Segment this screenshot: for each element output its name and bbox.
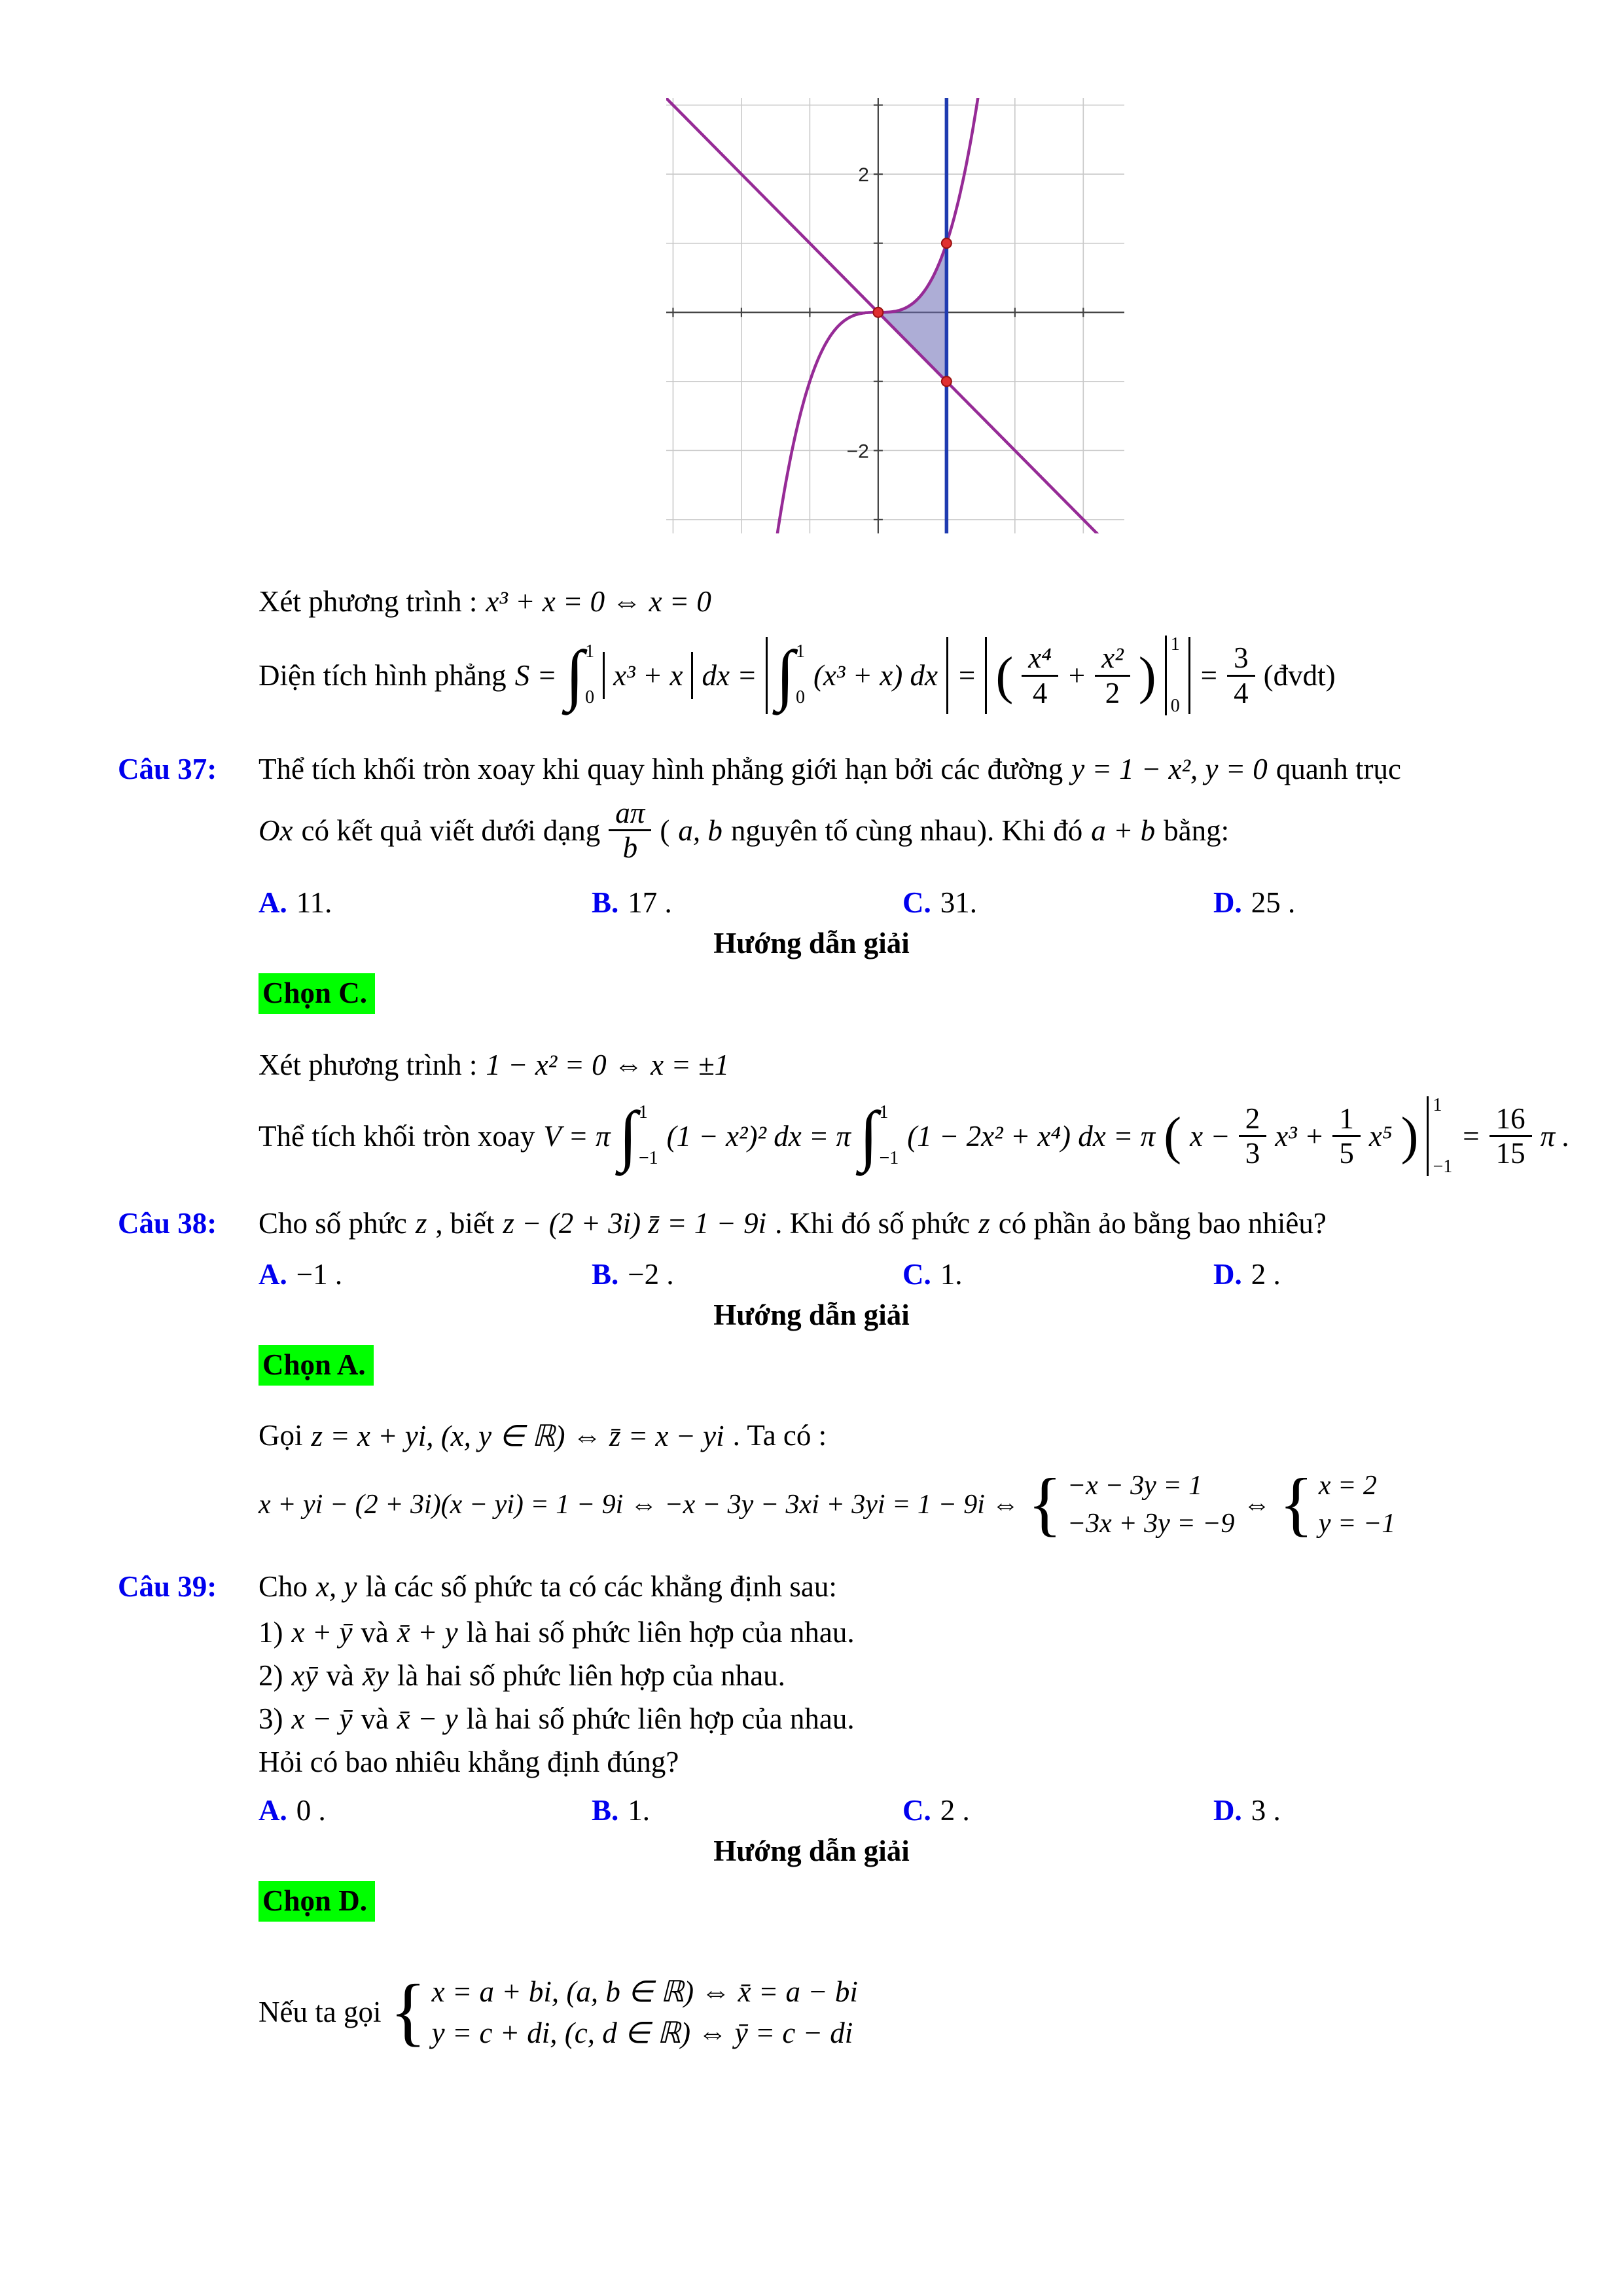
answer-text: 17 . [628,886,672,919]
answer-text: 0 . [296,1793,326,1827]
system-equation: x = 2 [1318,1470,1377,1501]
answer-letter: A. [259,1257,287,1291]
fraction [1227,641,1255,709]
answer-option-b [592,1257,902,1291]
unit-label: (đvdt) [1263,659,1336,692]
statement-text: , biết [435,1206,495,1240]
question-39-statement [0,1570,1623,1604]
answer-text: −2 . [628,1257,674,1291]
math-token: x⁵ [1368,1119,1393,1153]
statement-text: Cho số phức [259,1206,407,1240]
text-label: Xét phương trình : [259,1048,478,1081]
close-paren: ) [1138,645,1156,705]
answer-letter: A. [259,886,287,919]
statement-text: . Khi đó số phức [775,1206,971,1240]
integral-limits [794,640,805,711]
integral-limits [584,640,594,711]
answer-text: 31. [940,886,977,919]
math-token: = [956,659,977,692]
answer-option-a [259,886,592,920]
lower-limit: 0 [1170,696,1180,716]
statement-text: Thể tích khối tròn xoay khi quay hình phẳng giới hạn bởi các đường [259,753,1063,785]
chosen-answer: Chọn A. [259,1345,374,1386]
math-token: a + b [1091,814,1156,847]
question-39-question-line [0,1745,1623,1779]
answer-letter: C. [902,1257,931,1291]
statement-item-2 [0,1659,1623,1693]
upper-limit: 1 [1170,634,1180,655]
final-cases-line [0,1969,1623,2054]
upper-limit: 1 [879,1102,889,1122]
denominator: 5 [1339,1137,1354,1170]
answer-letter: B. [592,1793,619,1827]
answer-text: 2 . [940,1793,970,1827]
denominator: 4 [1234,676,1249,709]
numerator: 2 [1239,1102,1267,1137]
system-equation: y = −1 [1318,1508,1396,1539]
equation: y = 1 − x², y = 0 [1071,753,1268,785]
math-token: a, b [678,814,722,847]
statement-text: là hai số phức liên hợp của nhau. [397,1659,785,1692]
cases-brace-icon: { [1279,1464,1313,1544]
solution-36-check-line [0,584,1623,619]
math-token: = [1198,659,1219,692]
integral-limits [637,1101,658,1172]
eval-bar [1427,1096,1452,1176]
system-equation: −3x + 3y = −9 [1067,1508,1235,1539]
answer-option-a [259,1257,592,1291]
answers-row-37 [0,886,1623,920]
math-token: ⇔ [1243,1489,1271,1520]
equation: x³ + x = 0 ⇔ x = 0 [486,585,711,618]
question-37-statement [0,752,1623,786]
lower-limit: −1 [638,1147,658,1168]
question-37-label: Câu 37: [118,753,217,785]
fraction [1332,1102,1361,1170]
answer-option-c [902,886,1213,920]
integral [618,1098,658,1174]
chosen-answer-row [0,1345,1623,1386]
item-number: 2) [259,1659,283,1692]
math-token: x + ȳ [291,1615,353,1649]
fraction [609,797,651,865]
abs-bar [946,637,948,714]
math-token: x̄ + y [397,1615,458,1649]
lower-limit: −1 [879,1147,899,1168]
statement-text: Cho [259,1570,308,1603]
answer-letter: C. [902,1793,931,1827]
equation: 1 − x² = 0 ⇔ x = ±1 [486,1048,730,1081]
statement-text: và [326,1659,354,1692]
equation-system [1279,1464,1396,1544]
system-equation: −x − 3y = 1 [1067,1470,1203,1501]
graph-canvas [666,98,1124,533]
equation: z − (2 + 3i) z̄ = 1 − 9i [503,1206,767,1240]
math-token: z [415,1206,427,1240]
answer-text: 25 . [1251,886,1296,919]
fraction [1489,1102,1532,1170]
math-token: x³ + x [613,659,683,692]
lower-limit: −1 [1433,1156,1453,1177]
numerator: 1 [1332,1102,1361,1137]
answer-option-d [1213,1793,1623,1827]
statement-text: có phần ảo bằng bao nhiêu? [998,1206,1327,1240]
lower-limit: 0 [795,687,805,708]
solution-heading: Hướng dẫn giải [713,1298,910,1331]
integral-icon: ∫ [776,637,794,713]
chosen-answer-row [0,973,1623,1014]
answer-text: 1. [940,1257,963,1291]
answer-letter: C. [902,886,931,919]
close-paren: ) [1400,1106,1419,1166]
question-38-statement [0,1206,1623,1240]
conjugate-definition-line [0,1418,1623,1453]
chosen-answer-row [0,1881,1623,1922]
answer-option-d [1213,886,1623,920]
answer-letter: D. [1213,1257,1242,1291]
function-graph [0,0,1623,533]
volume-formula-line [0,1096,1623,1176]
answers-row-38 [0,1257,1623,1291]
statement-text: là hai số phức liên hợp của nhau. [466,1702,855,1735]
chosen-answer: Chọn C. [259,973,375,1014]
item-number: 1) [259,1615,283,1649]
equation-system-line [0,1464,1623,1544]
text-label: Nếu ta gọi [259,1995,382,2028]
denominator: 2 [1105,676,1120,709]
math-token: (1 − x²)² dx = π [666,1119,851,1153]
cases-brace-icon: { [1027,1464,1062,1544]
math-token: = [1461,1119,1481,1153]
math-token: + [1066,659,1087,692]
svg-text:−2: −2 [846,440,869,463]
statement-text: có kết quả viết dưới dạng [301,814,601,847]
statement-item-1 [0,1615,1623,1649]
svg-text:2: 2 [858,164,869,187]
upper-limit: 1 [638,1102,648,1122]
statement-text: là các số phức ta có các khẳng định sau: [365,1570,837,1603]
integral [859,1098,899,1174]
system-equation: x = a + bi, (a, b ∈ ℝ) ⇔ x̄ = a − bi [431,1975,858,2008]
numerator: x⁴ [1022,641,1058,676]
denominator: b [622,831,638,865]
abs-bar [985,637,987,714]
solution-36-area-formula [0,636,1623,715]
math-token: dx = [702,659,757,692]
fraction [1239,1102,1267,1170]
answers-row-39 [0,1793,1623,1827]
answer-letter: D. [1213,886,1242,919]
statement-text: là hai số phức liên hợp của nhau. [466,1615,855,1649]
upper-limit: 1 [1433,1094,1442,1115]
system-equation: y = c + di, (c, d ∈ ℝ) ⇔ ȳ = c − di [431,2016,853,2049]
text-label: Diện tích hình phẳng [259,659,507,692]
answer-text: 1. [628,1793,651,1827]
denominator: 15 [1495,1137,1525,1170]
math-token: x̄y [362,1659,389,1692]
math-token: Ox [259,814,293,847]
math-token: x − [1190,1119,1230,1153]
open-paren: ( [1164,1106,1182,1166]
question-39-label: Câu 39: [118,1570,217,1603]
math-token: (1 − 2x² + x⁴) dx = π [907,1119,1156,1153]
answer-letter: A. [259,1793,287,1827]
math-token: z [978,1206,990,1240]
lower-limit: 0 [585,687,595,708]
statement-text: nguyên tố cùng nhau). Khi đó [730,814,1083,847]
answer-letter: B. [592,1257,619,1291]
statement-text: và [361,1702,389,1735]
numerator: x² [1095,641,1130,676]
answer-text: −1 . [296,1257,343,1291]
math-token: π . [1540,1119,1570,1153]
statement-item-3 [0,1702,1623,1736]
item-number: 3) [259,1702,283,1735]
denominator: 3 [1245,1137,1260,1170]
solution-heading: Hướng dẫn giải [713,1834,910,1867]
fraction [1095,641,1130,709]
answer-letter: B. [592,886,619,919]
equation-system [1027,1464,1235,1544]
denominator: 4 [1032,676,1048,709]
integral [565,637,595,713]
answer-option-b [592,1793,902,1827]
abs-bar [1188,637,1190,714]
answer-text: 2 . [1251,1257,1281,1291]
text-label: . Ta có : [732,1419,827,1452]
statement-text: và [361,1615,389,1649]
text-label: Xét phương trình : [259,585,478,618]
math-token: x − ȳ [291,1702,353,1735]
abs-bar [603,652,605,699]
eval-bar [1165,636,1180,715]
answer-option-d [1213,1257,1623,1291]
numerator: aπ [609,797,651,831]
answer-letter: D. [1213,1793,1242,1827]
chosen-answer: Chọn D. [259,1881,375,1922]
answer-text: 3 . [1251,1793,1281,1827]
integral-limits [878,1101,899,1172]
statement-text: bằng: [1164,814,1230,847]
answer-option-c [902,1257,1213,1291]
math-token: xȳ [291,1659,318,1692]
integral-icon: ∫ [859,1098,878,1174]
math-token: S = [514,659,557,692]
solution-heading: Hướng dẫn giải [713,926,910,960]
text-label: Gọi [259,1419,303,1452]
open-paren: ( [995,645,1014,705]
statement-text: ( [660,814,670,847]
answer-option-c [902,1793,1213,1827]
math-token: x³ + [1275,1119,1325,1153]
question-38-label: Câu 38: [118,1206,217,1240]
math-token: x, y [316,1570,357,1603]
solution-37-check-line [0,1048,1623,1082]
statement-text: quanh trục [1275,753,1401,785]
text-label: Thể tích khối tròn xoay [259,1119,535,1153]
math-token: (x³ + x) dx [813,659,938,692]
upper-limit: 1 [585,641,595,662]
abs-bar [766,637,768,714]
equation-system [389,1969,858,2054]
integral-icon: ∫ [565,637,584,713]
question-37-statement-2 [0,797,1623,865]
cases-brace-icon: { [389,1969,427,2054]
integral [776,637,805,713]
statement-text: Hỏi có bao nhiêu khẳng định đúng? [259,1745,679,1778]
equation: x + yi − (2 + 3i)(x − yi) = 1 − 9i ⇔ −x − 3y − 3xi + 3yi = 1 − 9i ⇔ [259,1489,1020,1520]
equation: z = x + yi, (x, y ∈ ℝ) ⇔ z̄ = x − yi [311,1419,724,1452]
numerator: 3 [1227,641,1255,676]
upper-limit: 1 [795,641,805,662]
answer-text: 11. [296,886,332,919]
fraction [1022,641,1058,709]
abs-bar [691,652,693,699]
math-token: x̄ − y [397,1702,458,1735]
answer-option-a [259,1793,592,1827]
numerator: 16 [1489,1102,1532,1137]
integral-icon: ∫ [618,1098,637,1174]
math-token: V = π [543,1119,611,1153]
answer-option-b [592,886,902,920]
